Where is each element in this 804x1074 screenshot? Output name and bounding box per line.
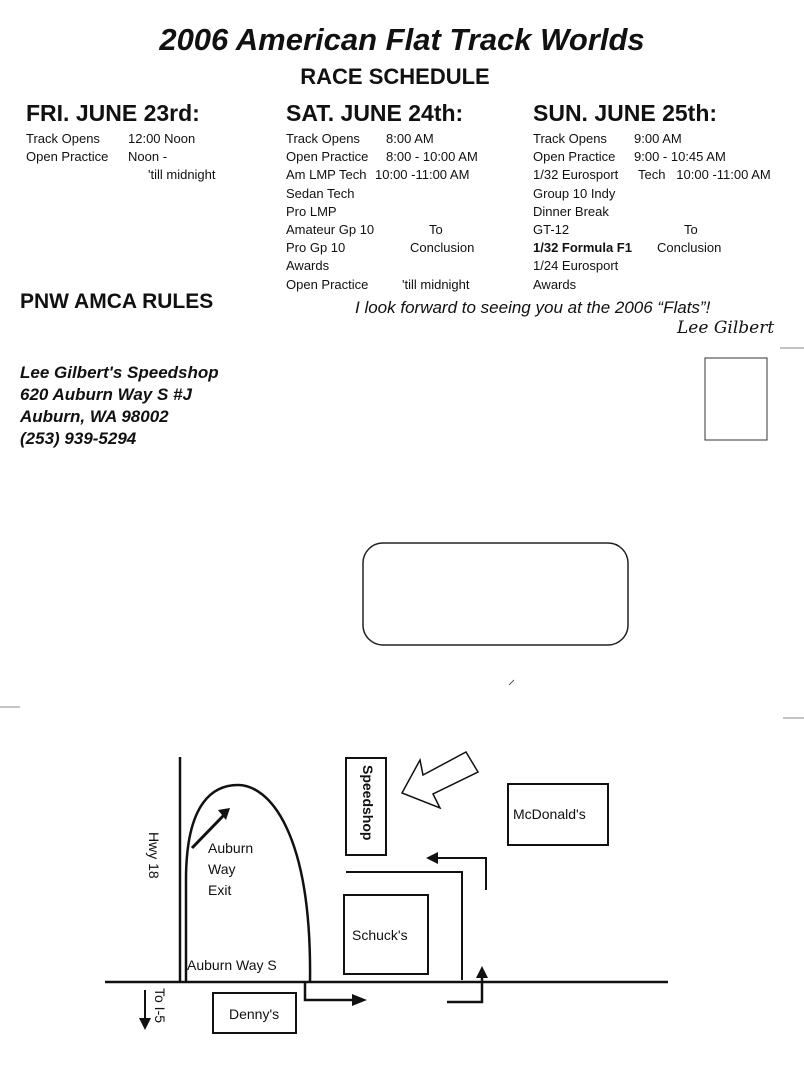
- time: 9:00 AM: [634, 131, 682, 146]
- time: 'till midnight: [148, 167, 216, 183]
- event: Sedan Tech: [286, 185, 355, 201]
- time: To: [684, 221, 698, 237]
- arrow-head: [426, 852, 438, 864]
- exit-label-line: Exit: [208, 882, 232, 898]
- event: Am LMP Tech: [286, 167, 367, 183]
- speedshop-arrow-icon: [402, 752, 478, 808]
- shop-name: Lee Gilbert's Speedshop: [20, 363, 219, 382]
- to-i5-label: To I-5: [152, 988, 168, 1024]
- hwy-18-label: Hwy 18: [146, 832, 162, 879]
- event: 1/32 Formula F1: [533, 240, 632, 256]
- time: 'till midnight: [402, 276, 470, 292]
- event: Open Practice: [26, 149, 109, 165]
- time: 8:00 AM: [386, 131, 434, 146]
- saturday-heading: SAT. JUNE 24th:: [286, 100, 464, 126]
- event: 1/24 Eurosport: [533, 258, 619, 274]
- time: Tech 10:00 -11:00 AM: [638, 167, 771, 183]
- event: Dinner Break: [533, 203, 609, 219]
- speedshop-label: Speedshop: [360, 765, 376, 841]
- event: 1/32 Eurosport: [533, 167, 619, 183]
- time: Conclusion: [657, 240, 722, 256]
- route-line: [305, 982, 355, 1000]
- time: 10:00 -11:00 AM: [375, 167, 470, 183]
- time: Conclusion: [410, 240, 475, 256]
- page-subtitle: RACE SCHEDULE: [300, 64, 490, 89]
- event: Pro LMP: [286, 203, 337, 219]
- exit-label-line: Way: [208, 861, 236, 877]
- exit-label: [208, 838, 253, 901]
- time: To: [429, 221, 443, 237]
- phone-number: (253) 939-5294: [20, 429, 137, 448]
- schucks-label: Schuck's: [352, 927, 408, 943]
- event: Track Opens: [286, 131, 360, 146]
- signature: Lee Gilbert: [677, 318, 775, 338]
- event: Open Practice: [286, 149, 369, 165]
- event: Open Practice: [286, 276, 369, 292]
- event: Open Practice: [533, 149, 616, 165]
- event: Track Opens: [533, 131, 607, 146]
- time: 8:00 - 10:00 AM: [386, 149, 478, 165]
- rules-heading: PNW AMCA RULES: [20, 290, 214, 313]
- event: Track Opens: [26, 131, 100, 146]
- auburn-way-label: Auburn Way S: [187, 957, 277, 973]
- closing-message: I look forward to seeing you at the 2006 “Flats”!: [355, 298, 711, 317]
- event: Pro Gp 10: [286, 240, 346, 256]
- event: Awards: [286, 258, 330, 274]
- dennys-label: Denny's: [229, 1006, 280, 1022]
- arrow-head: [476, 966, 488, 978]
- arrow-head: [352, 994, 367, 1006]
- time: 9:00 - 10:45 AM: [634, 149, 726, 165]
- time: Noon -: [128, 149, 168, 165]
- time: 12:00 Noon: [128, 131, 196, 146]
- exit-label-line: Auburn: [208, 840, 254, 856]
- route-line: [346, 872, 462, 980]
- friday-heading: FRI. JUNE 23rd:: [26, 100, 200, 126]
- city-state-zip: Auburn, WA 98002: [20, 407, 169, 426]
- page-title: 2006 American Flat Track Worlds: [159, 22, 645, 57]
- event: Group 10 Indy: [533, 185, 616, 201]
- mcdonalds-label: McDonald's: [513, 806, 586, 822]
- event: Awards: [533, 276, 577, 292]
- route-line: [433, 858, 486, 890]
- event: GT-12: [533, 221, 570, 237]
- street-address: 620 Auburn Way S #J: [20, 385, 192, 404]
- event: Amateur Gp 10: [286, 221, 375, 237]
- sunday-heading: SUN. JUNE 25th:: [533, 100, 718, 126]
